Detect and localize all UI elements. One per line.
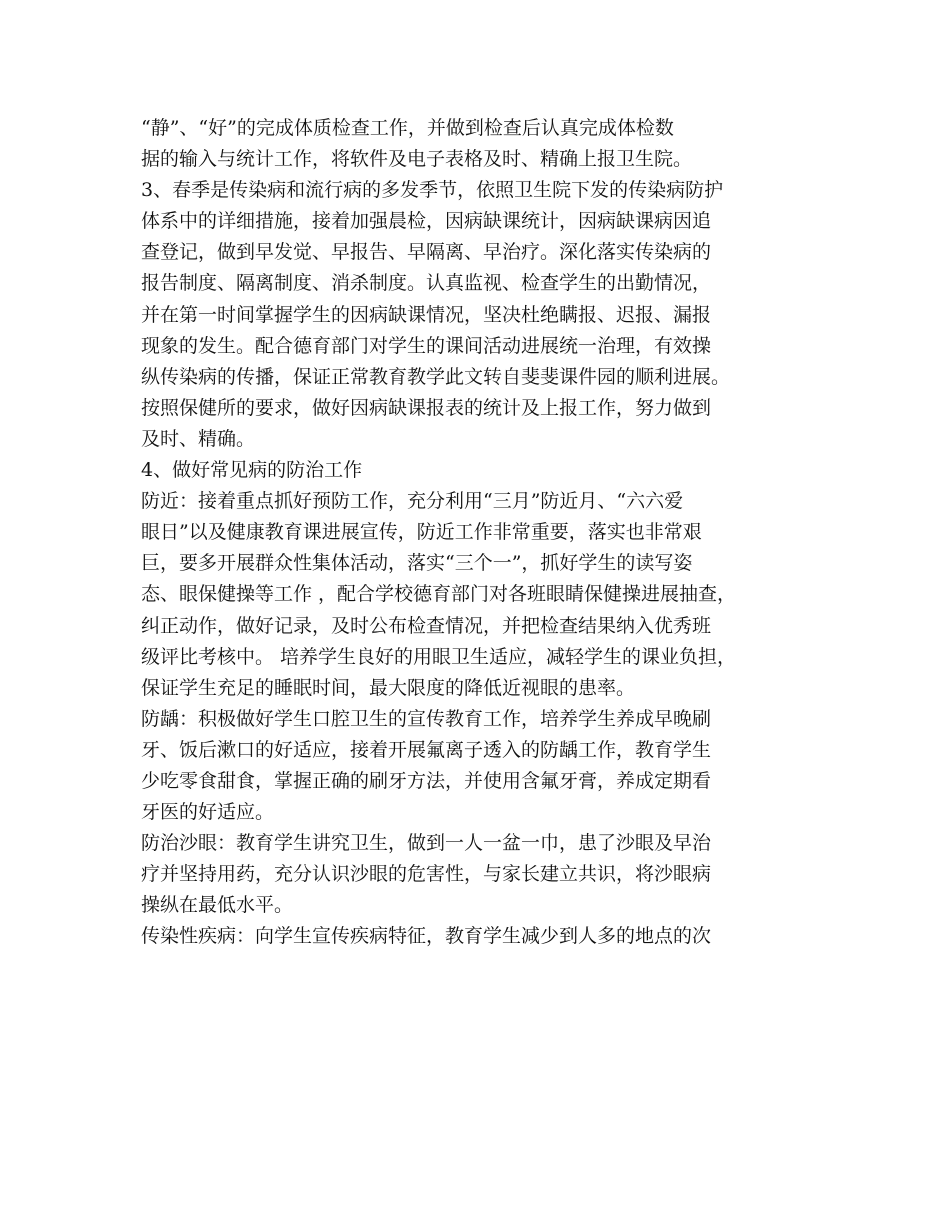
- text-line: 3、春季是传染病和流行病的多发季节，依照卫生院下发的传染病防护: [141, 179, 724, 202]
- text-line: 现象的发生。配合德育部门对学生的课间活动进展统一治理，有效操: [141, 334, 712, 357]
- text-line: 据的输入与统计工作，将软件及电子表格及时、精确上报卫生院。: [141, 148, 693, 171]
- text-line: 操纵在最低水平。: [141, 894, 294, 917]
- text-line: 级评比考核中。 培养学生良好的用眼卫生适应，减轻学生的课业负担，: [141, 645, 737, 668]
- document-body-text: [141, 113, 831, 953]
- text-line: 疗并坚持用药，充分认识沙眼的危害性，与家长建立共识，将沙眼病: [141, 863, 712, 886]
- text-line: 查登记，做到早发觉、早报告、早隔离、早治疗。深化落实传染病的: [141, 241, 712, 264]
- text-line: 保证学生充足的睡眠时间，最大限度的降低近视眼的患率。: [141, 676, 636, 699]
- text-line: 牙医的好适应。: [141, 801, 275, 824]
- text-line: 报告制度、隔离制度、消杀制度。认真监视、检查学生的出勤情况，: [141, 272, 712, 295]
- text-line: 眼日”以及健康教育课进展宣传，防近工作非常重要，落实也非常艰: [141, 521, 702, 544]
- text-line: 纠正动作，做好记录，及时公布检查情况，并把检查结果纳入优秀班: [141, 614, 712, 637]
- text-line: 防龋：积极做好学生口腔卫生的宣传教育工作，培养学生养成早晚刷: [141, 707, 712, 730]
- text-line: 巨，要多开展群众性集体活动，落实“三个一”，抓好学生的读写姿: [141, 552, 693, 575]
- text-line: 体系中的详细措施，接着加强晨检，因病缺课统计，因病缺课病因追: [141, 210, 712, 233]
- text-line: 及时、精确。: [141, 427, 256, 450]
- text-line: 防治沙眼：教育学生讲究卫生，做到一人一盆一巾，患了沙眼及早治: [141, 832, 712, 855]
- text-line: 并在第一时间掌握学生的因病缺课情况，坚决杜绝瞒报、迟报、漏报: [141, 303, 712, 326]
- text-line: 防近：接着重点抓好预防工作，充分利用“三月”防近月、“六六爱: [141, 490, 684, 513]
- text-line: “静”、“好”的完成体质检查工作，并做到检查后认真完成体检数: [141, 117, 674, 139]
- text-line: 牙、饭后漱口的好适应，接着开展氟离子透入的防龋工作，教育学生: [141, 738, 712, 761]
- text-line: 纵传染病的传播，保证正常教育教学此文转自斐斐课件园的顺利进展。: [141, 365, 731, 388]
- text-line: 少吃零食甜食，掌握正确的刷牙方法，并使用含氟牙膏，养成定期看: [141, 769, 712, 792]
- text-line: 态、眼保健操等工作 ，配合学校德育部门对各班眼睛保健操进展抽查，: [141, 583, 737, 606]
- section-heading: 4、做好常见病的防治工作: [141, 459, 363, 482]
- text-line: 传染性疾病：向学生宣传疾病特征，教育学生减少到人多的地点的次: [141, 925, 712, 948]
- text-line: 按照保健所的要求，做好因病缺课报表的统计及上报工作，努力做到: [141, 396, 712, 419]
